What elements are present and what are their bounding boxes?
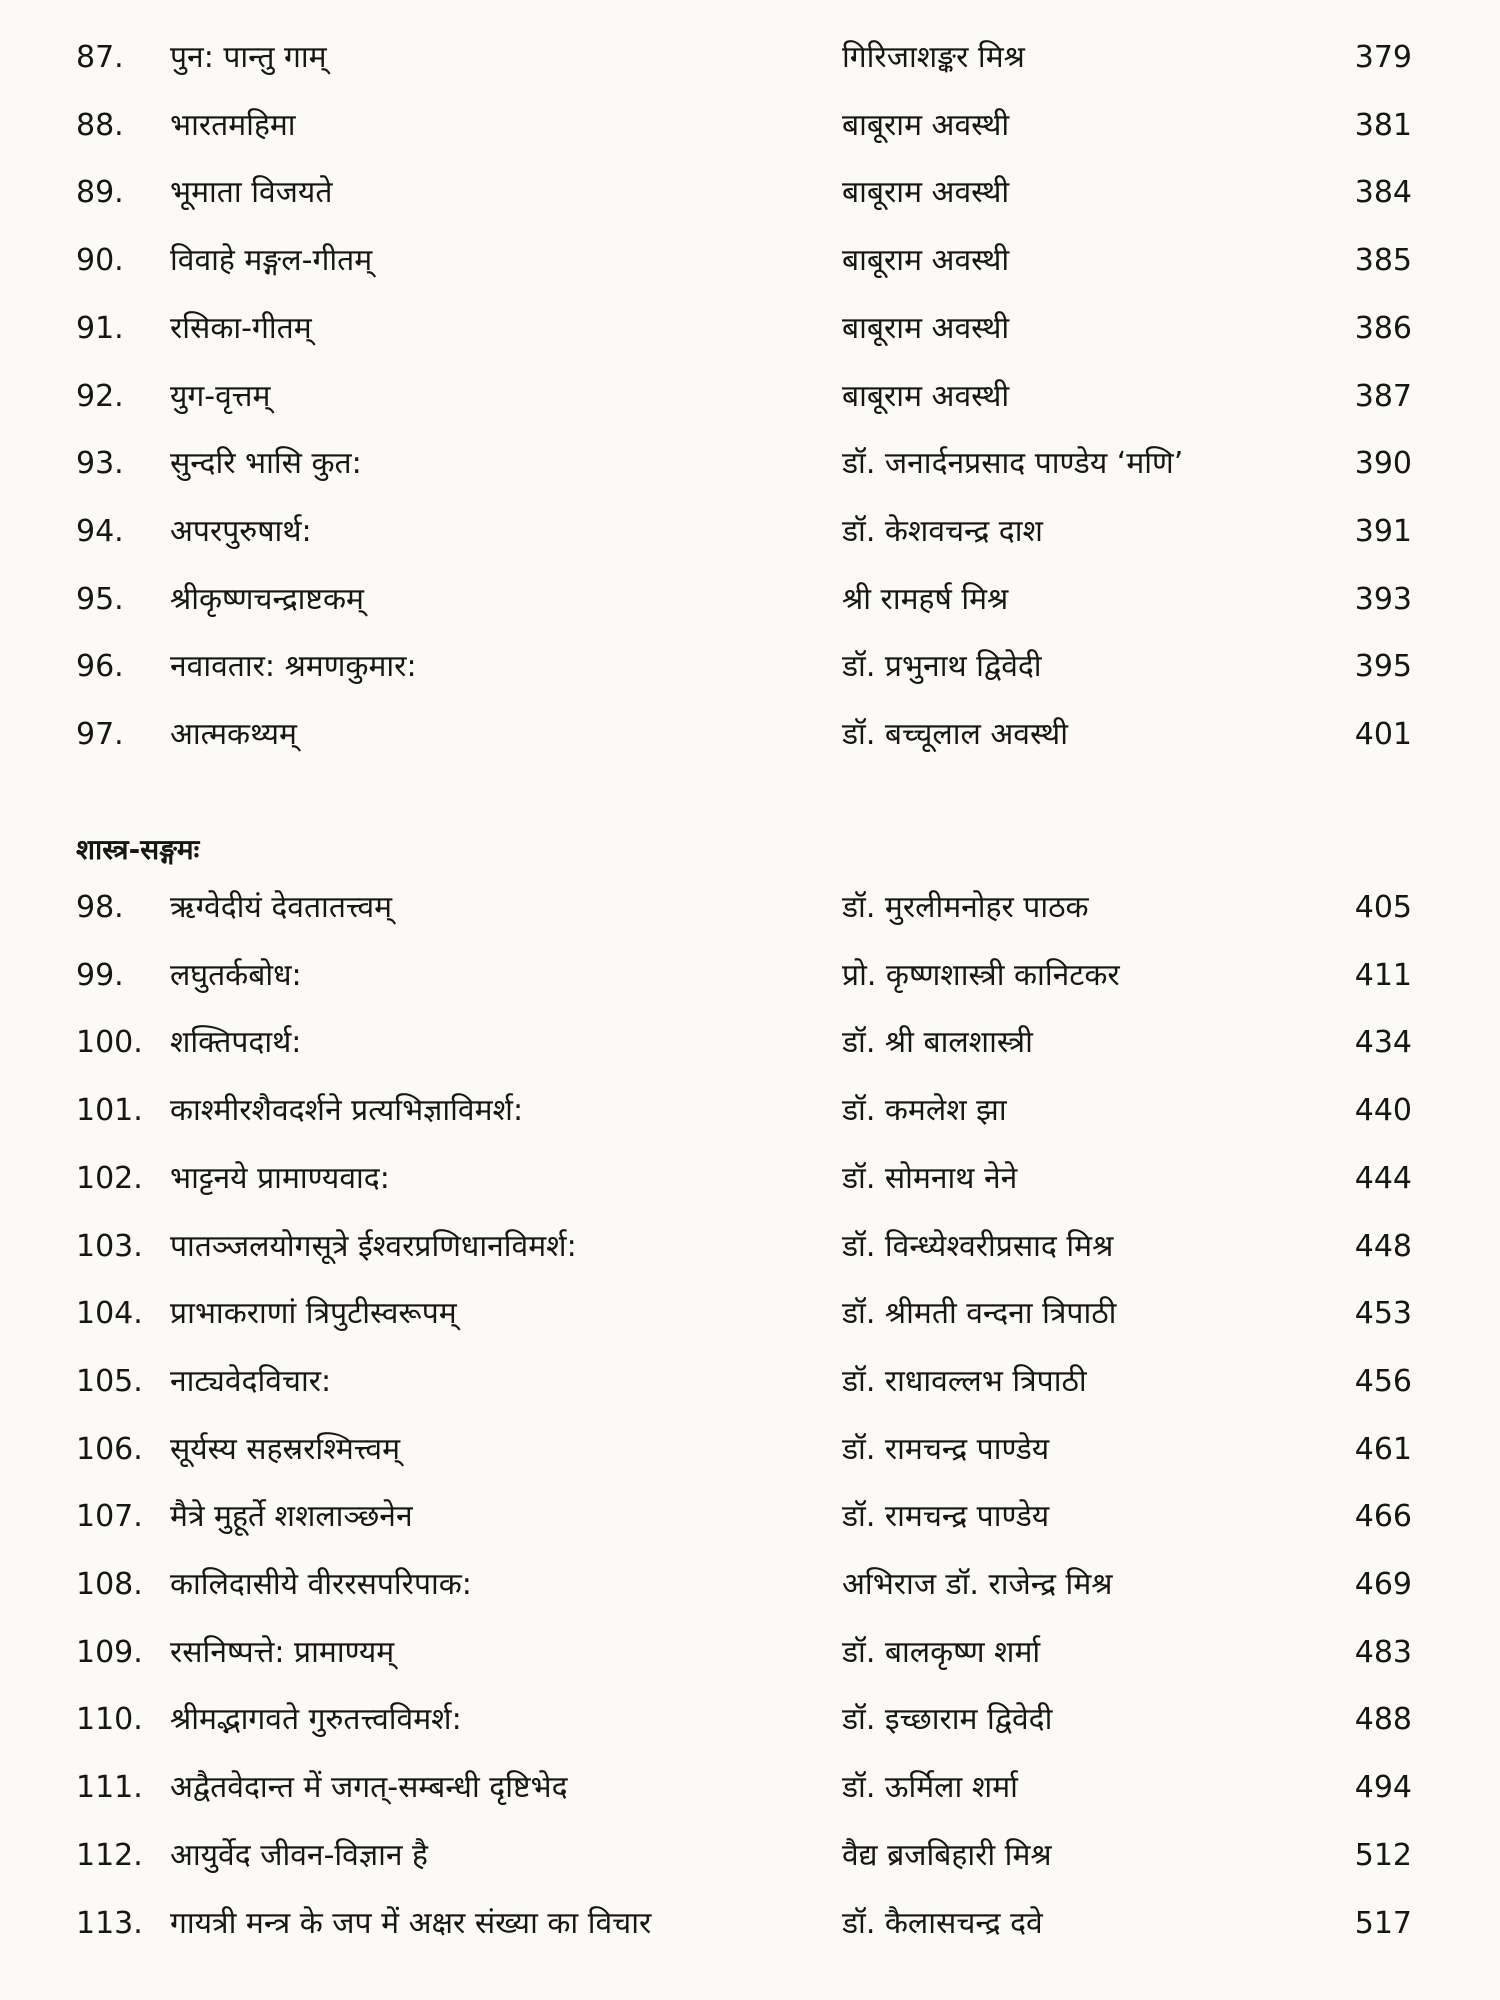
- entry-number: 98.: [76, 890, 124, 925]
- entry-author: डॉ. राधावल्लभ त्रिपाठी: [842, 1363, 1087, 1399]
- entry-author: डॉ. मुरलीमनोहर पाठक: [842, 890, 1089, 925]
- toc-entry: [0, 878, 1500, 938]
- entry-author: बाबूराम अवस्थी: [842, 378, 1010, 414]
- toc-entry: [0, 299, 1500, 359]
- entry-title: श्रीमद्भागवते गुरुतत्त्वविमर्श:: [170, 1702, 462, 1738]
- entry-number: 108.: [76, 1567, 143, 1602]
- toc-entry: [0, 705, 1500, 765]
- entry-number: 103.: [76, 1228, 143, 1264]
- toc-entry: [0, 1826, 1500, 1886]
- entry-number: 91.: [76, 310, 124, 346]
- toc-entry: [0, 1284, 1500, 1344]
- toc-entry: [0, 1487, 1500, 1547]
- toc-entry: [0, 1420, 1500, 1480]
- entry-number: 93.: [76, 446, 124, 482]
- entry-title: कालिदासीये वीररसपरिपाक:: [170, 1567, 472, 1602]
- entry-number: 94.: [76, 513, 124, 549]
- entry-author: डॉ. कमलेश झा: [842, 1093, 1007, 1129]
- entry-author: अभिराज डॉ. राजेन्द्र मिश्र: [842, 1567, 1113, 1602]
- toc-entry: [0, 570, 1500, 630]
- entry-author: गिरिजाशङ्कर मिश्र: [842, 40, 1025, 75]
- entry-page-number: 512: [1354, 1837, 1412, 1873]
- entry-author: डॉ. रामचन्द्र पाण्डेय: [842, 1499, 1050, 1535]
- entry-title: विवाहे मङ्गल-गीतम्: [170, 243, 373, 279]
- entry-author: बाबूराम अवस्थी: [842, 175, 1010, 211]
- entry-page-number: 440: [1354, 1093, 1412, 1129]
- entry-title: सुन्दरि भासि कुत:: [170, 446, 362, 482]
- entry-title: आयुर्वेद जीवन-विज्ञान है: [170, 1837, 428, 1873]
- entry-title: प्राभाकराणां त्रिपुटीस्वरूपम्: [170, 1296, 457, 1332]
- entry-author: बाबूराम अवस्थी: [842, 310, 1010, 346]
- entry-page-number: 393: [1354, 581, 1412, 617]
- entry-page-number: 387: [1354, 378, 1412, 414]
- entry-author: डॉ. केशवचन्द्र दाश: [842, 513, 1043, 549]
- toc-entry: [0, 946, 1500, 1006]
- section-heading: शास्त्र-सङ्गमः: [76, 833, 200, 866]
- entry-author: श्री रामहर्ष मिश्र: [842, 581, 1009, 617]
- entry-author: वैद्य ब्रजबिहारी मिश्र: [842, 1837, 1052, 1873]
- toc-entry: [0, 637, 1500, 697]
- entry-number: 96.: [76, 649, 124, 685]
- entry-title: भारतमहिमा: [170, 107, 296, 143]
- entry-title: अपरपुरुषार्थ:: [170, 513, 312, 549]
- entry-page-number: 448: [1354, 1228, 1412, 1264]
- entry-page-number: 391: [1354, 513, 1412, 549]
- entry-author: डॉ. जनार्दनप्रसाद पाण्डेय ‘मणि’: [842, 446, 1184, 482]
- entry-title: रसिका-गीतम्: [170, 310, 312, 346]
- entry-number: 97.: [76, 717, 124, 752]
- entry-number: 109.: [76, 1634, 143, 1670]
- entry-page-number: 384: [1354, 175, 1412, 211]
- entry-page-number: 488: [1354, 1702, 1412, 1738]
- entry-title: नाट्यवेदविचार:: [170, 1363, 332, 1399]
- entry-page-number: 411: [1354, 957, 1412, 993]
- toc-entry: [0, 1555, 1500, 1615]
- entry-page-number: 395: [1354, 649, 1412, 685]
- entry-author: बाबूराम अवस्थी: [842, 107, 1010, 143]
- entry-number: 111.: [76, 1770, 143, 1806]
- entry-author: बाबूराम अवस्थी: [842, 243, 1010, 279]
- entry-title: युग-वृत्तम्: [170, 378, 271, 414]
- entry-author: डॉ. सोमनाथ नेने: [842, 1160, 1018, 1196]
- entry-page-number: 386: [1354, 310, 1412, 346]
- entry-title: ऋग्वेदीयं देवतातत्त्वम्: [170, 890, 393, 925]
- entry-title: काश्मीरशैवदर्शने प्रत्यभिज्ञाविमर्श:: [170, 1093, 524, 1129]
- entry-number: 113.: [76, 1905, 143, 1941]
- entry-page-number: 379: [1354, 40, 1412, 75]
- entry-page-number: 466: [1354, 1499, 1412, 1535]
- entry-title: शक्तिपदार्थ:: [170, 1025, 302, 1061]
- toc-entry: [0, 434, 1500, 494]
- entry-author: डॉ. ऊर्मिला शर्मा: [842, 1770, 1018, 1806]
- entry-page-number: 385: [1354, 243, 1412, 279]
- entry-author: डॉ. बालकृष्ण शर्मा: [842, 1634, 1041, 1670]
- entry-number: 87.: [76, 40, 124, 75]
- entry-number: 89.: [76, 175, 124, 211]
- entry-page-number: 453: [1354, 1296, 1412, 1332]
- toc-entry: [0, 1352, 1500, 1412]
- toc-entry: [0, 1690, 1500, 1750]
- entry-number: 107.: [76, 1499, 143, 1535]
- toc-entry: [0, 1623, 1500, 1683]
- entry-author: डॉ. श्रीमती वन्दना त्रिपाठी: [842, 1296, 1117, 1332]
- entry-page-number: 405: [1354, 890, 1412, 925]
- toc-entry: [0, 1894, 1500, 1954]
- entry-author: प्रो. कृष्णशास्त्री कानिटकर: [842, 957, 1120, 993]
- entry-author: डॉ. प्रभुनाथ द्विवेदी: [842, 649, 1042, 685]
- entry-title: लघुतर्कबोध:: [170, 957, 302, 993]
- toc-entry: [0, 367, 1500, 427]
- entry-page-number: 517: [1354, 1905, 1412, 1941]
- entry-title: भूमाता विजयते: [170, 175, 333, 211]
- entry-number: 104.: [76, 1296, 143, 1332]
- entry-page-number: 469: [1354, 1567, 1412, 1602]
- entry-number: 100.: [76, 1025, 143, 1061]
- toc-entry: [0, 1013, 1500, 1073]
- entry-author: डॉ. रामचन्द्र पाण्डेय: [842, 1431, 1050, 1467]
- entry-number: 92.: [76, 378, 124, 414]
- entry-page-number: 390: [1354, 446, 1412, 482]
- toc-entry: [0, 96, 1500, 156]
- entry-author: डॉ. कैलासचन्द्र दवे: [842, 1905, 1043, 1941]
- entry-page-number: 461: [1354, 1431, 1412, 1467]
- entry-number: 101.: [76, 1093, 143, 1129]
- toc-entry: [0, 1149, 1500, 1209]
- toc-entry: [0, 1758, 1500, 1818]
- entry-number: 106.: [76, 1431, 143, 1467]
- entry-title: गायत्री मन्त्र के जप में अक्षर संख्या का विचार: [170, 1905, 652, 1941]
- toc-entry: [0, 28, 1500, 88]
- toc-entry: [0, 502, 1500, 562]
- entry-author: डॉ. विन्ध्येश्वरीप्रसाद मिश्र: [842, 1228, 1114, 1264]
- entry-page-number: 456: [1354, 1363, 1412, 1399]
- entry-number: 95.: [76, 581, 124, 617]
- entry-author: डॉ. श्री बालशास्त्री: [842, 1025, 1033, 1061]
- entry-title: भाट्टनये प्रामाण्यवाद:: [170, 1160, 390, 1196]
- toc-entry: [0, 231, 1500, 291]
- entry-number: 99.: [76, 957, 124, 993]
- entry-number: 112.: [76, 1837, 143, 1873]
- toc-entry: [0, 1081, 1500, 1141]
- entry-page-number: 483: [1354, 1634, 1412, 1670]
- toc-entry: [0, 1217, 1500, 1277]
- entry-page-number: 494: [1354, 1770, 1412, 1806]
- entry-page-number: 381: [1354, 107, 1412, 143]
- entry-page-number: 444: [1354, 1160, 1412, 1196]
- entry-number: 90.: [76, 243, 124, 279]
- entry-number: 102.: [76, 1160, 143, 1196]
- entry-number: 88.: [76, 107, 124, 143]
- entry-author: डॉ. बच्चूलाल अवस्थी: [842, 717, 1068, 752]
- entry-title: आत्मकथ्यम्: [170, 717, 297, 752]
- entry-title: श्रीकृष्णचन्द्राष्टकम्: [170, 581, 364, 617]
- entry-title: सूर्यस्य सहस्ररश्मित्त्वम्: [170, 1431, 401, 1467]
- entry-author: डॉ. इच्छाराम द्विवेदी: [842, 1702, 1053, 1738]
- entry-number: 110.: [76, 1702, 143, 1738]
- entry-title: नवावतार: श्रमणकुमार:: [170, 649, 417, 685]
- entry-title: पातञ्जलयोगसूत्रे ईश्वरप्रणिधानविमर्श:: [170, 1228, 577, 1264]
- entry-page-number: 434: [1354, 1025, 1412, 1061]
- entry-title: रसनिष्पत्ते: प्रामाण्यम्: [170, 1634, 395, 1670]
- entry-number: 105.: [76, 1363, 143, 1399]
- entry-page-number: 401: [1354, 717, 1412, 752]
- toc-entry: [0, 163, 1500, 223]
- entry-title: अद्वैतवेदान्त में जगत्-सम्बन्धी दृष्टिभेद: [170, 1770, 568, 1806]
- entry-title: पुन: पान्तु गाम्: [170, 40, 327, 75]
- entry-title: मैत्रे मुहूर्ते शशलाञ्छनेन: [170, 1499, 413, 1535]
